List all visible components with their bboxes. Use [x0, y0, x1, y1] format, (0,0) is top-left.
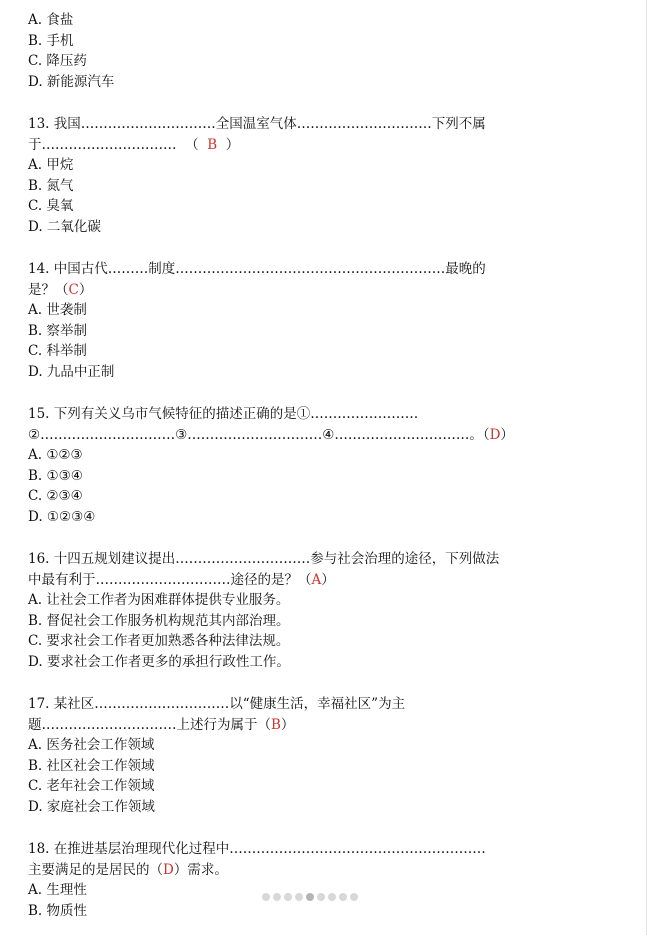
text-segment: 题: [28, 716, 42, 733]
blank-dots: …………………………: [41, 716, 177, 733]
blank-dots: ………: [107, 261, 149, 277]
text-segment: 17. 某社区: [28, 696, 95, 712]
carousel-dot[interactable]: [339, 893, 347, 901]
answer-letter: D: [489, 426, 501, 443]
text-segment: 于: [28, 136, 42, 153]
question-text-line-1: [28, 549, 588, 570]
option-b: B. 氮气: [28, 177, 74, 194]
option-d: D. 新能源汽车: [28, 73, 115, 90]
answer-letter: B: [271, 716, 281, 733]
option-c: C. 要求社会工作者更加熟悉各种法律法规。: [28, 633, 290, 649]
image-carousel-indicator[interactable]: [262, 893, 358, 901]
option-b: B. 察举制: [28, 322, 88, 339]
blank-dots: …………………………: [40, 426, 176, 443]
carousel-dot[interactable]: [284, 893, 292, 901]
blank-dots: ……………………………………………………: [175, 261, 446, 277]
option-a: A. 医务社会工作领域: [28, 737, 155, 753]
carousel-dot[interactable]: [295, 893, 303, 901]
text-segment: 下列不属: [431, 116, 486, 132]
blank-dots: …………………………: [95, 571, 231, 588]
answer-letter: D: [163, 861, 174, 878]
text-segment: 全国温室气体: [215, 116, 297, 132]
blank-dots: …………………………………………………: [229, 841, 486, 857]
paren-open: （: [185, 136, 199, 153]
option-b: B. 物质性: [28, 902, 88, 919]
question-text-line-1: [28, 114, 588, 135]
carousel-dot[interactable]: [306, 893, 314, 901]
question-text-line-1: [28, 259, 588, 280]
option-a: A. ①②③: [28, 447, 83, 463]
text-segment: 18. 在推进基层治理现代化过程中: [28, 841, 230, 857]
option-a: A. 甲烷: [28, 157, 74, 173]
question-18: [28, 839, 588, 921]
option-c: C. 降压药: [28, 53, 87, 69]
paren-close: ）: [225, 136, 240, 153]
option-a: A. 世袭制: [28, 302, 87, 318]
text-segment: 15. 下列有关义乌市气候特征的描述正确的是①: [28, 406, 311, 422]
paren-close: ）: [321, 571, 335, 588]
blank-dots: …………………………: [80, 116, 216, 132]
text-segment: 是？（: [28, 281, 69, 298]
option-b: B. 社区社会工作领域: [28, 757, 155, 774]
question-text-line-2: [28, 715, 588, 736]
text-segment: 中最有利于: [28, 571, 96, 588]
question-text-line-2: [28, 425, 588, 446]
question-text-line-1: [28, 404, 588, 425]
option-c: C. 老年社会工作领域: [28, 778, 155, 794]
text-segment: ③: [175, 426, 188, 443]
blank-dots: …………………………: [296, 116, 432, 132]
option-a: A. 让社会工作者为困难群体提供专业服务。: [28, 592, 290, 608]
question-13: [28, 114, 588, 237]
option-d: D. 九品中正制: [28, 363, 115, 380]
answer-letter: A: [311, 571, 322, 588]
blank-dots: …………………………: [94, 696, 230, 712]
option-b: B. 督促社会工作服务机构规范其内部治理。: [28, 612, 290, 629]
question-17: [28, 694, 588, 817]
text-segment: ④: [322, 426, 335, 443]
text-segment: 最晚的: [445, 261, 486, 277]
paren-close: ）: [280, 716, 295, 733]
text-segment: 16. 十四五规划建议提出: [28, 551, 176, 567]
option-a: A. 生理性: [28, 882, 87, 898]
question-15: [28, 404, 588, 527]
text-segment: 参与社会治理的途径，下列做法: [310, 551, 500, 567]
option-b: B. 手机: [28, 32, 74, 49]
option-a: A. 食盐: [28, 12, 74, 28]
option-b: B. ①③④: [28, 467, 83, 484]
answer-letter: C: [68, 281, 79, 298]
blank-dots: …………………………: [41, 136, 177, 153]
question-16: [28, 549, 588, 672]
question-14: [28, 259, 588, 382]
paren-close: ）: [78, 281, 93, 298]
text-segment: 主要满足的是居民的（: [28, 861, 163, 878]
blank-dots: …………………………: [334, 426, 470, 443]
option-d: D. 二氧化碳: [28, 218, 101, 235]
text-segment: 途径的是？（: [230, 571, 312, 588]
text-segment: 13. 我国: [28, 116, 81, 132]
text-segment: 上述行为属于（: [176, 716, 271, 733]
text-segment: 。（: [469, 426, 490, 443]
text-segment: ）需求。: [173, 861, 228, 878]
carousel-dot[interactable]: [262, 893, 270, 901]
quiz-content: [28, 10, 588, 943]
option-d: D. ①②③④: [28, 508, 96, 525]
answer-letter: B: [207, 136, 218, 153]
option-d: D. 要求社会工作者更多的承担行政性工作。: [28, 653, 290, 670]
question-text-line-1: [28, 694, 588, 715]
paren-close: ）: [500, 426, 514, 443]
blank-dots: …………………………: [175, 551, 311, 567]
carousel-dot[interactable]: [328, 893, 336, 901]
question-12: [28, 10, 588, 92]
text-segment: 制度: [148, 261, 176, 277]
option-d: D. 家庭社会工作领域: [28, 798, 155, 815]
carousel-dot[interactable]: [317, 893, 325, 901]
option-c: C. 臭氧: [28, 198, 74, 214]
text-segment: ②: [28, 426, 41, 443]
blank-dots: …………………………: [187, 426, 323, 443]
question-text-line-2: [28, 860, 588, 881]
question-text-line-1: [28, 839, 588, 860]
carousel-dot[interactable]: [350, 893, 358, 901]
carousel-dot[interactable]: [273, 893, 281, 901]
blank-dots: ……………………: [310, 406, 419, 422]
question-text-line-2: [28, 280, 588, 301]
text-segment: 以“健康生活，幸福社区”为主: [229, 696, 406, 712]
question-text-line-2: [28, 135, 588, 156]
option-c: C. ②③④: [28, 488, 83, 504]
text-segment: 14. 中国古代: [28, 261, 108, 277]
question-text-line-2: [28, 570, 588, 591]
option-c: C. 科举制: [28, 343, 87, 359]
